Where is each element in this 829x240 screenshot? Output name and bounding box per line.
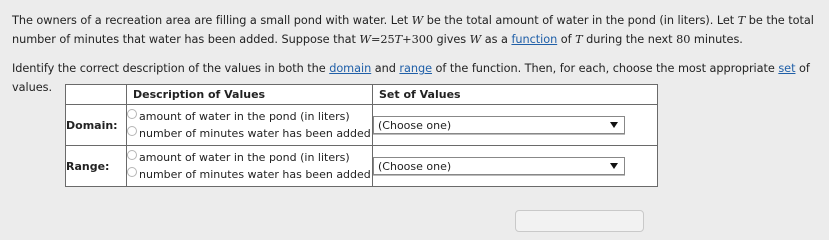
dropdown-arrow-icon [610, 163, 618, 169]
problem-text [12, 11, 824, 49]
equation-equals: = [370, 33, 381, 46]
equation-variable: T [394, 33, 403, 46]
row-label-domain: Domain: [66, 105, 127, 146]
range-set-dropdown[interactable] [373, 157, 625, 175]
range-option-water[interactable] [127, 149, 372, 166]
instructions-text: of the function. Then, for each, choose the most appropriate [432, 62, 779, 75]
variable-w: W [411, 14, 424, 27]
option-label: amount of water in the pond (in liters) [139, 151, 350, 164]
problem-text-part: of [557, 33, 576, 46]
radio-button[interactable] [127, 126, 137, 136]
option-label: amount of water in the pond (in liters) [139, 110, 350, 123]
problem-text-part: as a [481, 33, 512, 46]
table-row-domain [66, 105, 658, 146]
variable-t: T [737, 14, 746, 27]
function-link[interactable]: function [511, 33, 558, 46]
range-link[interactable]: range [399, 62, 433, 75]
range-options [127, 146, 373, 187]
header-set: Set of Values [373, 85, 658, 105]
domain-options [127, 105, 373, 146]
answer-table [65, 84, 658, 187]
range-option-minutes[interactable] [127, 166, 372, 183]
problem-text-part: gives [432, 33, 470, 46]
problem-text-part: during the next [582, 33, 677, 46]
table-row-range [66, 146, 658, 187]
dropdown-value: (Choose one) [378, 118, 452, 132]
problem-text-part: be the total amount of water in the pond (in liters). Let [423, 14, 738, 27]
domain-set-cell [373, 105, 658, 146]
set-link[interactable]: set [778, 62, 796, 75]
variable-w: W [469, 33, 482, 46]
problem-text-part: The owners of a recreation area are filling a small pond with water. Let [12, 14, 412, 27]
domain-option-minutes[interactable] [127, 125, 372, 142]
row-label-range: Range: [66, 146, 127, 187]
header-description: Description of Values [127, 85, 373, 105]
minutes-value: 80 [676, 33, 691, 46]
problem-text-part: be the total number of minutes that water has been added. Suppose that [12, 14, 814, 46]
check-button[interactable] [515, 210, 644, 232]
header-blank [66, 85, 127, 105]
variable-t: T [575, 33, 583, 46]
problem-text-part: minutes. [690, 33, 743, 46]
instructions-text: of values. [12, 62, 810, 94]
radio-button[interactable] [127, 150, 137, 160]
range-set-cell [373, 146, 658, 187]
equation-constant: +300 [402, 33, 433, 46]
dropdown-arrow-icon [610, 122, 618, 128]
domain-option-water[interactable] [127, 108, 372, 125]
option-label: number of minutes water has been added [139, 127, 371, 140]
table-header-row [66, 85, 658, 105]
dropdown-value: (Choose one) [378, 159, 452, 173]
radio-button[interactable] [127, 109, 137, 119]
radio-button[interactable] [127, 167, 137, 177]
domain-set-dropdown[interactable] [373, 116, 625, 134]
instructions-text: and [371, 62, 400, 75]
instructions-text: Identify the correct description of the values in both the [12, 62, 330, 75]
domain-link[interactable]: domain [329, 62, 372, 75]
equation-coefficient: 25 [380, 33, 395, 46]
equation-lhs: W [359, 33, 371, 46]
option-label: number of minutes water has been added [139, 168, 371, 181]
